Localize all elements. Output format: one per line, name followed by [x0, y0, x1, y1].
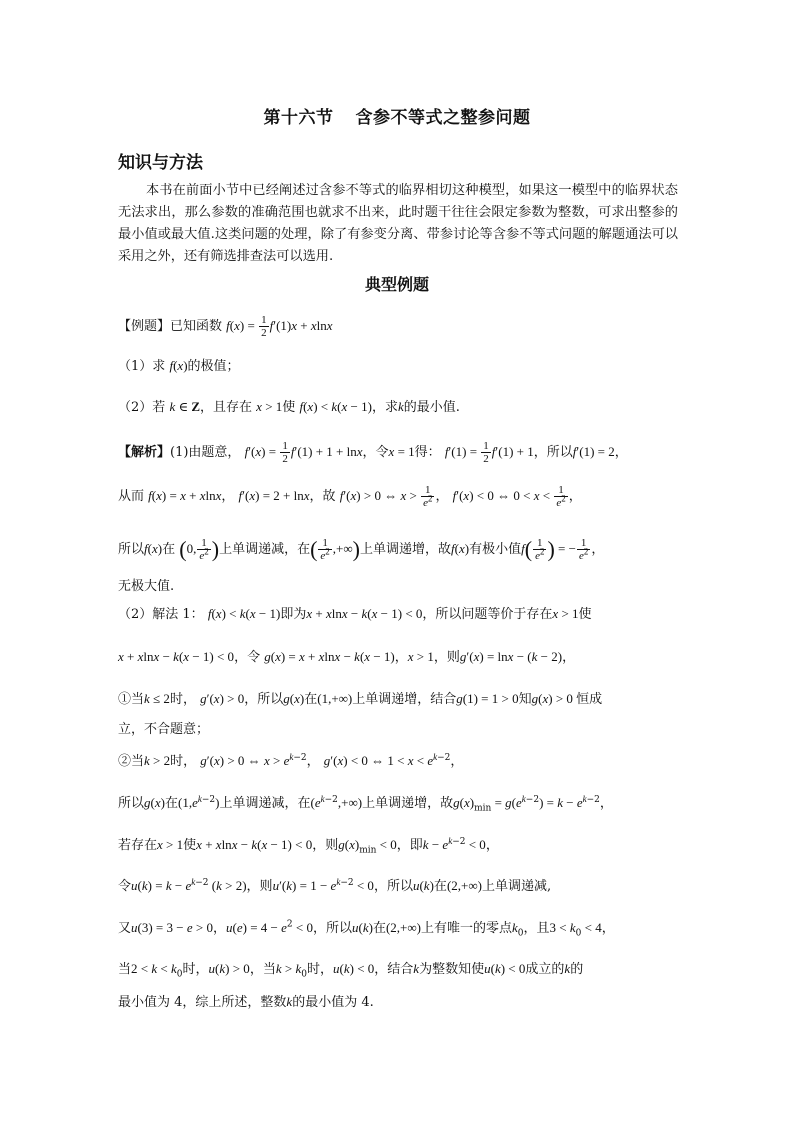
solution-line-4: 无极大值. — [118, 579, 175, 594]
title-topic: 含参不等式之整参问题 — [355, 108, 531, 128]
case-1-line-1: ①当k ≤ 2时， g′(x) > 0，所以g(x)在(1,+∞)上单调递增，结合g(1) = 1 > 0知g(x) > 0 恒成 — [118, 691, 603, 707]
solution-line-2: 从而 f(x) = x + xlnx， f′(x) = 2 + lnx，故 f′(x) > 0 ⇔ x > $\frac{1}{e^2}$ ， f′(x) < 0 ⇔ 0 < x < $\frac{1}{e^2}$ ， — [118, 484, 582, 509]
knowledge-heading: 知识与方法 — [118, 153, 203, 173]
case-2-line-3: 若存在x > 1使x + xlnx − k(x − 1) < 0，则$g(x)_{min} < 0$，即$k - e^{k-2} < 0$， — [118, 835, 499, 856]
section-title — [0, 103, 794, 128]
case-1-line-2: 立，不合题意； — [118, 722, 210, 737]
case-2-line-4: 令$u(k) = k - e^{k-2}$ (k > 2)，则$u'(k) = 1 - e^{k-2} < 0$，所以u(k)在(2,+∞)上单调递减, — [118, 876, 552, 894]
case-2-line-6: 当$2 < k < k_0$时，u(k) > 0，当$k > k_0$时，u(k) < 0，结合k为整数知使u(k) < 0成立的k的 — [118, 961, 584, 980]
question-1: （1）求 f(x)的极值； — [118, 358, 240, 374]
example-statement: 【例题】已知函数 f(x) = $\frac{1}{2}$ f′(1)x + xlnx — [118, 314, 333, 339]
case-2-line-5: 又u(3) = 3 − e > 0，$u(e) = 4 - e^2 < 0$，所以u(k)在(2,+∞)上有唯一的零点$k_0$，且$3 < k_0 < 4$， — [118, 919, 615, 939]
solution-line-3: 所以f(x)在 (0, $\frac{1}{e^2}$ )上单调递减，在( $\frac{1}{e^2}$ ,+∞)上单调递增，故f(x)有极小值f( $\frac{1}{e^2}$ ) = − $\frac{1}{e^2}$ ， — [118, 536, 605, 562]
solution-line-1: 【解析】(1)由题意， f′(x) = $\frac{1}{2}$ f′(1) + 1 + lnx，令x = 1得： f′(1) = $\frac{1}{2}$ f′(1) + 1，所以f′(1) = 2， — [118, 440, 628, 465]
solution-part2-line-1: （2）解法 1： f(x) < k(x − 1)即为x + xlnx − k(x − 1) < 0，所以问题等价于存在x > 1使 — [118, 606, 592, 622]
case-2-line-7: 最小值为 4，综上所述，整数k的最小值为 4. — [118, 994, 374, 1010]
title-section-number: 第十六节 — [263, 108, 334, 128]
question-2: （2）若 k ∈ Z，且存在 x > 1使 f(x) < k(x − 1)，求k的最小值. — [118, 399, 460, 415]
case-2-line-1: ②当k > 2时， g′(x) > 0 ⇔ $x > e^{k-2}$， g′(x) < 0 ⇔ $1 < x < e^{k-2}$， — [118, 751, 464, 769]
intro-paragraph: 本书在前面小节中已经阐述过含参不等式的临界相切这种模型，如果这一模型中的临界状态无法求出，那么参数的准确范围也就求不出来，此时题干往往会限定参数为整数，可求出整参的最小值或最大值.这类问题的处理，除了有参变分离、带参讨论等含参不等式问题的解题通法可以采用之外，还有筛选排查法可以选用. — [118, 183, 678, 264]
case-2-line-2: 所以g(x)在$(1,e^{k-2})$上单调递减，在$(e^{k-2},+\infty)$上单调递增，故$g(x)_{min} = g(e^{k-2}) = k - e^{k-2}$， — [118, 793, 613, 814]
solution-part2-line-2: x + xlnx − k(x − 1) < 0，令 g(x) = x + xlnx − k(x − 1)，x > 1，则g′(x) = lnx − (k − 2)， — [118, 649, 576, 665]
examples-heading: 典型例题 — [364, 275, 429, 294]
